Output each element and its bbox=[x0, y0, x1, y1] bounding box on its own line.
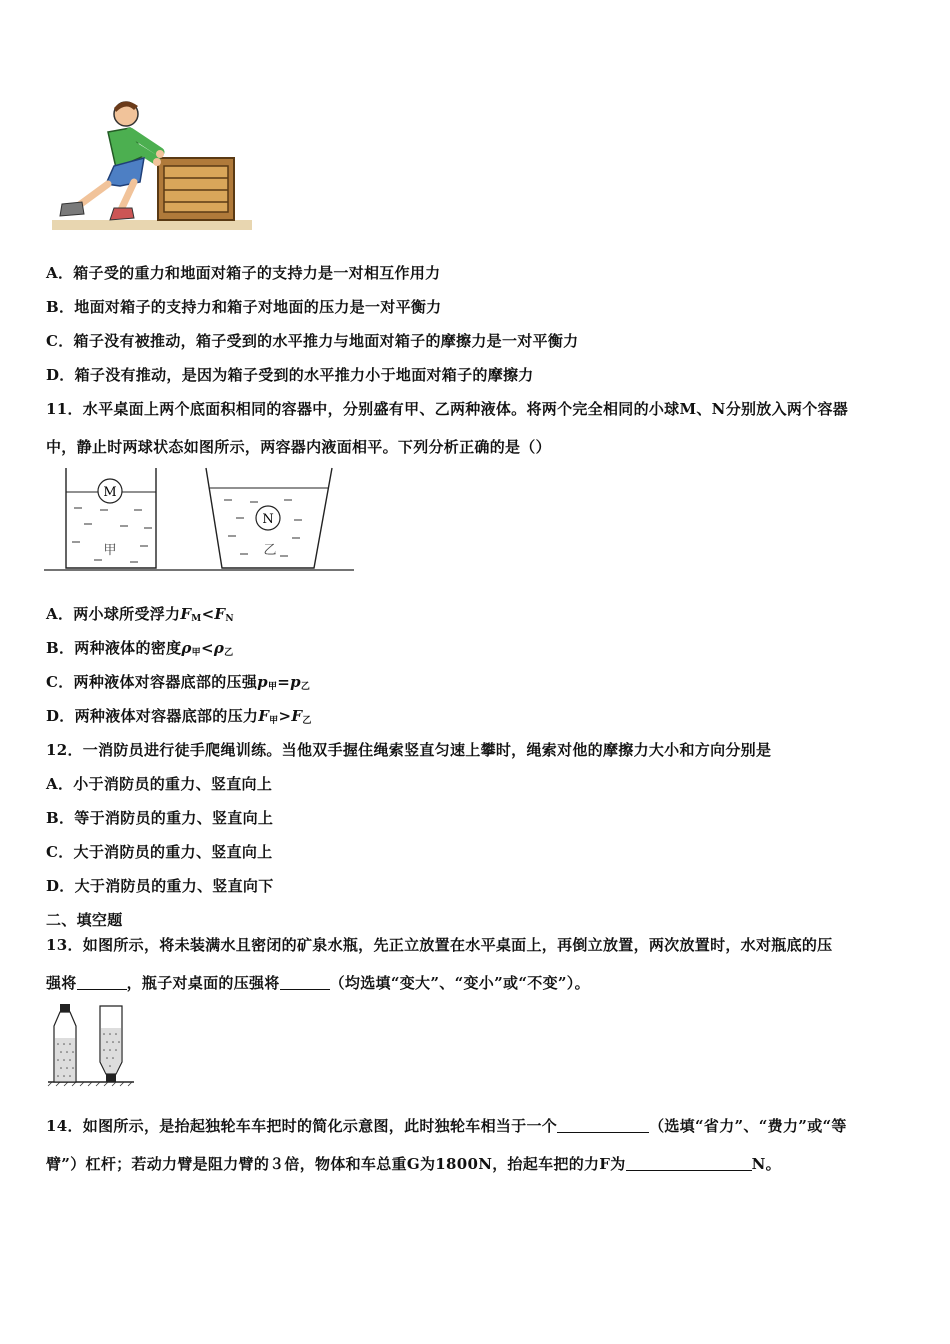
q10-option-c: C．箱子没有被推动，箱子受到的水平推力与地面对箱子的摩擦力是一对平衡力 bbox=[46, 332, 579, 350]
q11-option-b: B．两种液体的密度$\rho_甲<\rho_乙$ bbox=[46, 639, 234, 658]
two-containers-figure bbox=[44, 466, 356, 574]
q11-option-a: A．两小球所受浮力$F_M<F_N$ bbox=[46, 605, 234, 624]
boy-pushing-box-figure bbox=[48, 96, 258, 236]
q10-option-a: A．箱子受的重力和地面对箱子的支持力是一对相互作用力 bbox=[46, 264, 441, 282]
ball-n-label: N bbox=[262, 512, 274, 527]
liquid-right-label: 乙 bbox=[263, 543, 277, 558]
q13-line1: 13．如图所示，将未装满水且密闭的矿泉水瓶，先正立放置在水平桌面上，再倒立放置，两次放置时，水对瓶底的压 bbox=[46, 936, 833, 954]
q11-option-c: C．两种液体对容器底部的压强$p_甲=p_乙$ bbox=[46, 673, 311, 692]
q12-option-a: A．小于消防员的重力、竖直向上 bbox=[46, 775, 273, 793]
q10-option-b: B．地面对箱子的支持力和箱子对地面的压力是一对平衡力 bbox=[46, 298, 442, 316]
q10-option-d: D．箱子没有推动，是因为箱子受到的水平推力小于地面对箱子的摩擦力 bbox=[46, 366, 534, 384]
q14-blank-2[interactable] bbox=[626, 1156, 752, 1171]
q14-blank-1[interactable] bbox=[557, 1118, 649, 1133]
q14-line1: 14．如图所示，是抬起独轮车车把时的简化示意图，此时独轮车相当于一个 （选填“省力”、“费力”或“等 bbox=[46, 1117, 847, 1135]
q13-blank-1[interactable] bbox=[77, 975, 127, 990]
q13-line2: 强将 ，瓶子对桌面的压强将 （均选填“变大”、“变小”或“不变”）。 bbox=[46, 974, 590, 992]
q11-option-d: D．两种液体对容器底部的压力$F_甲>F_乙$ bbox=[46, 707, 312, 726]
q11-stem-line2: 中，静止时两球状态如图所示，两容器内液面相平。下列分析正确的是（） bbox=[46, 438, 551, 456]
q14-line2: 臂”）杠杆；若动力臂是阻力臂的３倍，物体和车总重G为1800N，抬起车把的力F为 N。 bbox=[46, 1155, 781, 1173]
q12-option-c: C．大于消防员的重力、竖直向上 bbox=[46, 843, 273, 861]
bottles-figure bbox=[46, 1002, 136, 1088]
q12-option-b: B．等于消防员的重力、竖直向上 bbox=[46, 809, 274, 827]
q12-stem: 12．一消防员进行徒手爬绳训练。当他双手握住绳索竖直匀速上攀时，绳索对他的摩擦力大小和方向分别是 bbox=[46, 741, 772, 759]
liquid-left-label: 甲 bbox=[103, 543, 117, 558]
q13-blank-2[interactable] bbox=[280, 975, 330, 990]
q12-option-d: D．大于消防员的重力、竖直向下 bbox=[46, 877, 274, 895]
ball-m-label: M bbox=[103, 485, 117, 500]
section-heading-fill-in: 二、填空题 bbox=[46, 911, 123, 929]
q11-stem-line1: 11．水平桌面上两个底面积相同的容器中，分别盛有甲、乙两种液体。将两个完全相同的小球M、N分别放入两个容器 bbox=[46, 400, 849, 418]
